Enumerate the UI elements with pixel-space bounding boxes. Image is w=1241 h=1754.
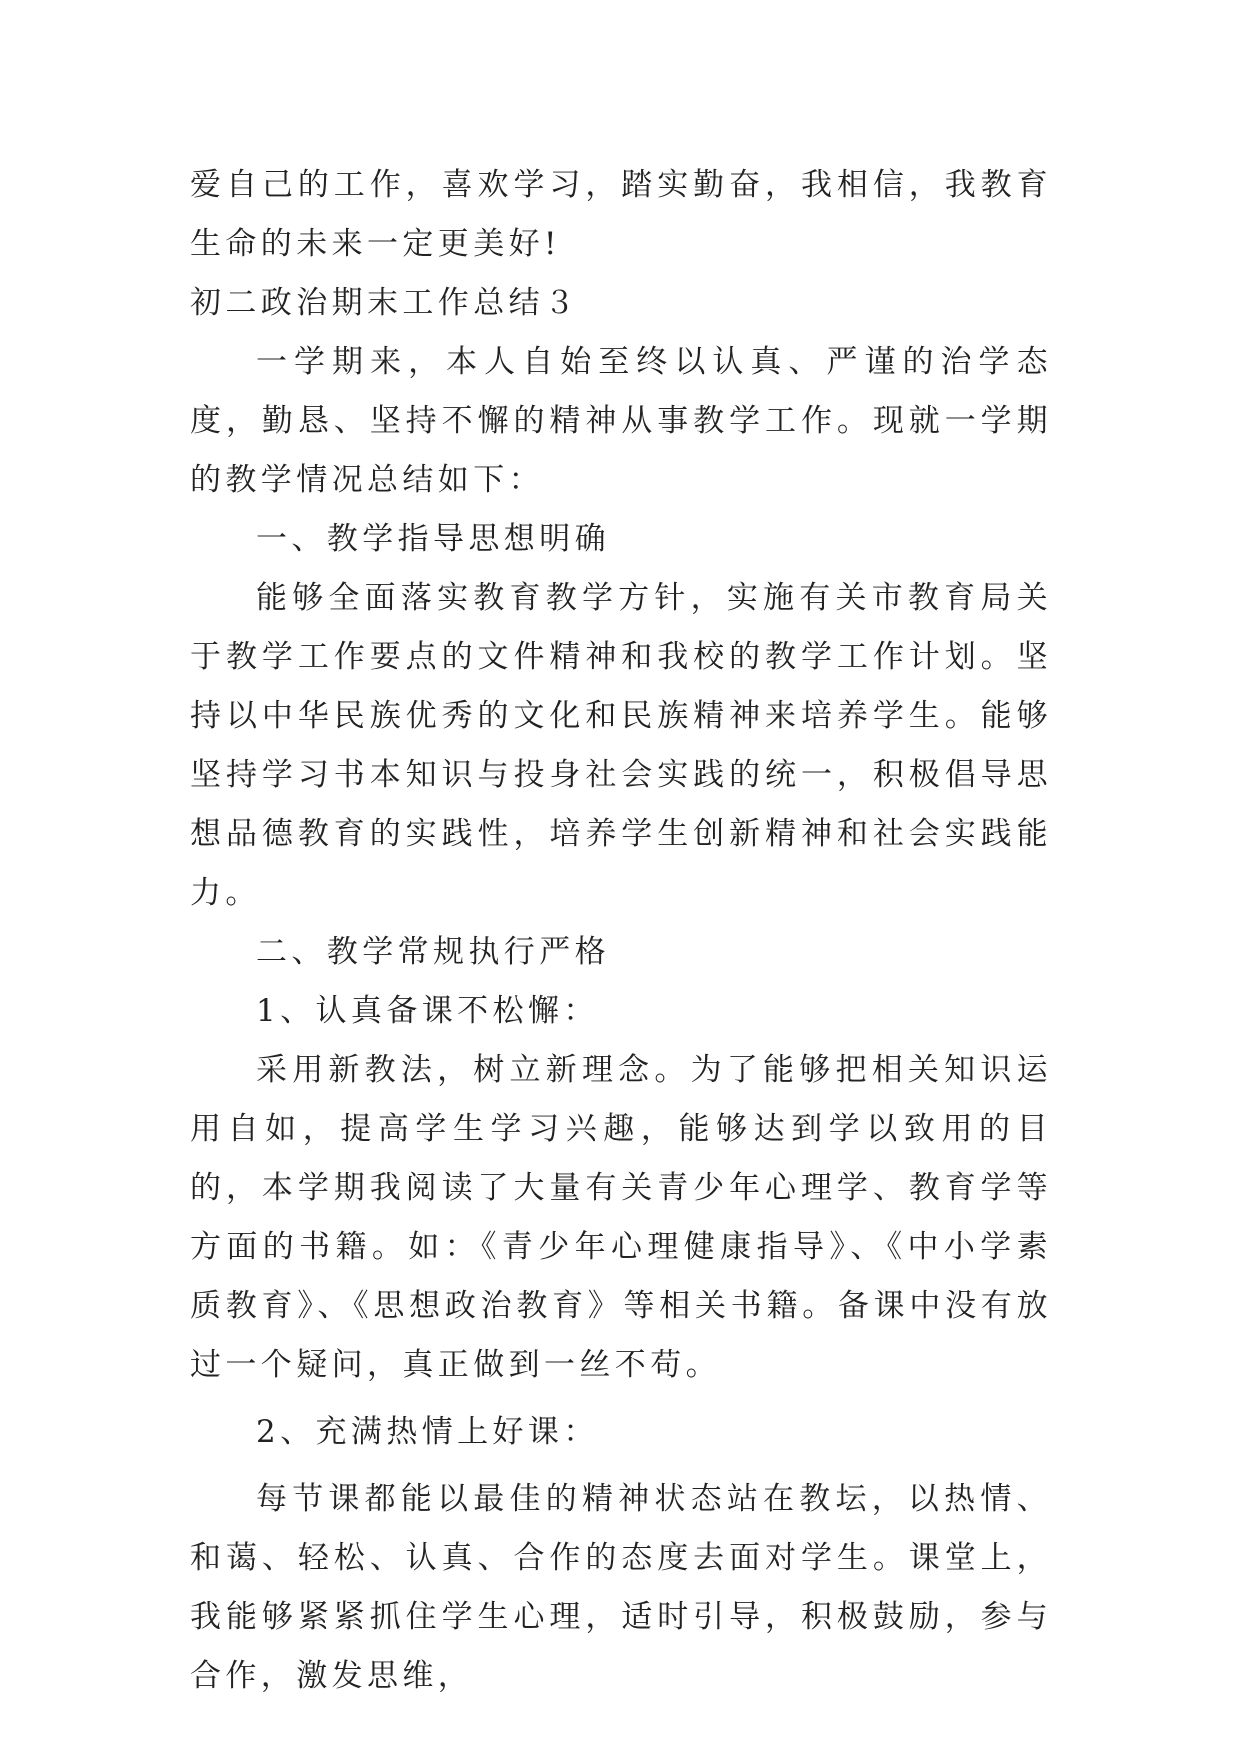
heading-teaching-routine: 二、教学常规执行严格 [256, 934, 610, 970]
subheading-lesson-prep: 1、认真备课不松懈： [256, 993, 599, 1029]
paragraph-classroom: 每节课都能以最佳的精神状态站在教坛，以热情、和蔼、轻松、认真、合作的态度去面对学生。课堂上，我能够紧紧抓住学生心理，适时引导，积极鼓励，参与合作，激发思维， [190, 1481, 1052, 1694]
subheading-classroom: 2、充满热情上好课： [256, 1414, 599, 1450]
paragraph-intro-continuation: 爱自己的工作，喜欢学习，踏实勤奋，我相信，我教育生命的未来一定更美好! [190, 167, 1052, 262]
paragraph-teaching-philosophy: 能够全面落实教育教学方针，实施有关市教育局关于教学工作要点的文件精神和我校的教学工作计划。坚持以中华民族优秀的文化和民族精神来培养学生。能够坚持学习书本知识与投身社会实践的统一，积极倡导思想品德教育的实践性，培养学生创新精神和社会实践能力。 [190, 580, 1052, 911]
section-title: 初二政治期末工作总结３ [190, 285, 580, 321]
heading-teaching-philosophy: 一、教学指导思想明确 [256, 521, 610, 557]
paragraph-overview: 一学期来，本人自始至终以认真、严谨的治学态度，勤恳、坚持不懈的精神从事教学工作。现就一学期的教学情况总结如下： [190, 344, 1052, 498]
paragraph-lesson-prep: 采用新教法，树立新理念。为了能够把相关知识运用自如，提高学生学习兴趣，能够达到学以致用的目的，本学期我阅读了大量有关青少年心理学、教育学等方面的书籍。如：《青少年心理健康指导》、《中小学素质教育》、《思想政治教育》等相关书籍。备课中没有放过一个疑问，真正做到一丝不苟。 [190, 1052, 1052, 1383]
document-body [190, 156, 1052, 1706]
